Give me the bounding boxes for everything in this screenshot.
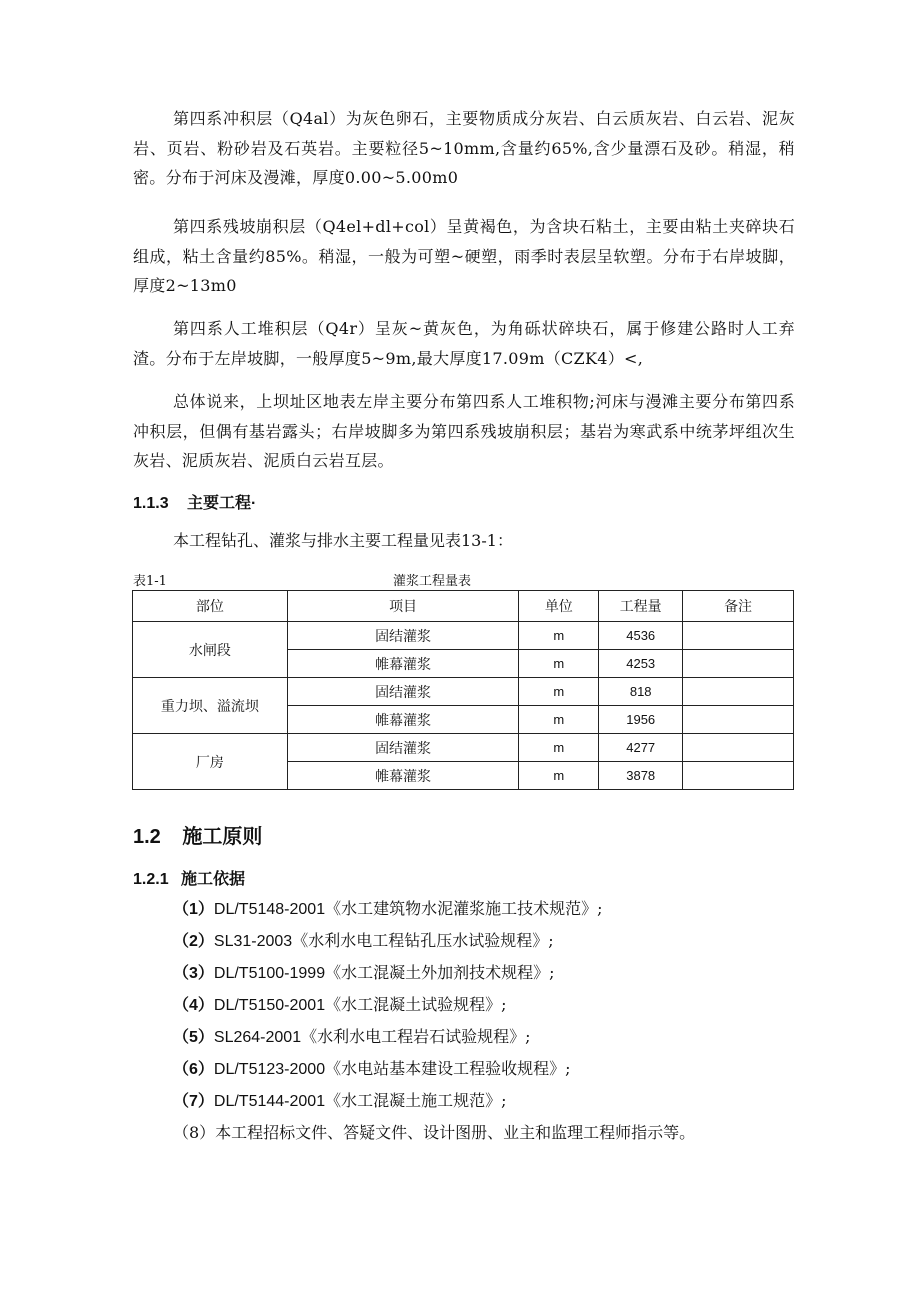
list-item <box>173 1085 695 1117</box>
reference-code: SL264-2001 <box>213 1029 302 1046</box>
unit-cell: m <box>519 706 599 734</box>
part-cell: 重力坝、溢流坝 <box>133 678 288 734</box>
reference-number: （7） <box>173 1093 214 1110</box>
reference-title: 《水利水电工程钻孔压水试验规程》; <box>292 931 554 950</box>
header-part: 部位 <box>133 591 288 622</box>
section-title: 施工原则 <box>182 826 263 848</box>
grouting-quantity-table <box>132 590 794 790</box>
reference-number: （4） <box>173 997 214 1014</box>
reference-number: （1） <box>173 901 214 918</box>
list-item <box>173 1021 695 1053</box>
list-item <box>173 989 695 1021</box>
table-header-row <box>133 591 794 622</box>
list-item <box>173 893 695 925</box>
unit-cell: m <box>519 734 599 762</box>
quantity-cell: 3878 <box>599 762 683 790</box>
paragraph-alluvium: 第四系冲积层（Q4al）为灰色卵石，主要物质成分灰岩、白云质灰岩、白云岩、泥灰岩、页岩、粉砂岩及石英岩。主要粒径5~10mm,含量约65%,含少量漂石及砂。稍湿，稍密。分布于河床及漫滩，厚度0.00~5.00m0 <box>133 109 795 187</box>
note-cell <box>683 734 794 762</box>
section-heading-1-2-1 <box>133 866 245 889</box>
list-item <box>173 925 695 957</box>
table-row <box>133 678 794 706</box>
reference-title: 《水工建筑物水泥灌浆施工技术规范》; <box>325 899 603 918</box>
section-heading-1-1-3 <box>133 490 256 513</box>
reference-number: （2） <box>173 933 214 950</box>
reference-title: 《水工混凝土外加剂技术规程》; <box>325 963 555 982</box>
reference-code: DL/T5148-2001 <box>213 901 326 918</box>
reference-list <box>173 893 695 1149</box>
item-cell: 帷幕灌浆 <box>287 706 519 734</box>
header-note: 备注 <box>683 591 794 622</box>
table-row <box>133 734 794 762</box>
paragraph-fill: 第四系人工堆积层（Q4r）呈灰~黄灰色，为角砾状碎块石，属于修建公路时人工弃渣。分布于左岸坡脚，一般厚度5~9m,最大厚度17.09m（CZK4）<, <box>133 319 795 368</box>
section-heading-1-2 <box>133 820 262 849</box>
reference-title: 《水电站基本建设工程验收规程》; <box>325 1059 571 1078</box>
section-number: 1.2 <box>133 826 161 848</box>
note-cell <box>683 678 794 706</box>
reference-code: DL/T5123-2000 <box>213 1061 326 1078</box>
section-title: 主要工程· <box>187 495 257 512</box>
note-cell <box>683 650 794 678</box>
section-number: 1.2.1 <box>133 871 169 888</box>
unit-cell: m <box>519 678 599 706</box>
header-quantity: 工程量 <box>599 591 683 622</box>
quantity-cell: 4536 <box>599 622 683 650</box>
quantity-cell: 818 <box>599 678 683 706</box>
reference-code: SL31-2003 <box>213 933 293 950</box>
reference-number: （3） <box>173 965 214 982</box>
table-row <box>133 622 794 650</box>
list-item <box>173 957 695 989</box>
section-number: 1.1.3 <box>133 495 169 512</box>
reference-number: （5） <box>173 1029 214 1046</box>
part-cell: 水闸段 <box>133 622 288 678</box>
item-cell: 固结灌浆 <box>287 678 519 706</box>
part-cell: 厂房 <box>133 734 288 790</box>
table-label: 表1-1 <box>133 574 167 589</box>
list-item <box>173 1053 695 1085</box>
table-intro: 本工程钻孔、灌浆与排水主要工程量见表13-1： <box>173 531 513 550</box>
item-cell: 帷幕灌浆 <box>287 762 519 790</box>
paragraph-summary: 总体说来，上坝址区地表左岸主要分布第四系人工堆积物;河床与漫滩主要分布第四系冲积层，但偶有基岩露头；右岸坡脚多为第四系残坡崩积层；基岩为寒武系中统茅坪组次生灰岩、泥质灰岩、泥质白云岩互层。 <box>133 392 795 470</box>
reference-code: DL/T5144-2001 <box>213 1093 326 1110</box>
reference-title: 《水利水电工程岩石试验规程》; <box>301 1027 531 1046</box>
quantity-cell: 1956 <box>599 706 683 734</box>
reference-code: DL/T5100-1999 <box>213 965 326 982</box>
section-title: 施工依据 <box>181 871 246 888</box>
note-cell <box>683 622 794 650</box>
item-cell: 帷幕灌浆 <box>287 650 519 678</box>
reference-title: 《水工混凝土施工规范》; <box>325 1091 507 1110</box>
note-cell <box>683 762 794 790</box>
paragraph-colluvium: 第四系残坡崩积层（Q4el+dl+col）呈黄褐色，为含块石粘土，主要由粘土夹碎块石组成，粘土含量约85%。稍湿，一般为可塑~硬塑，雨季时表层呈软塑。分布于右岸坡脚，厚度2~13m0 <box>133 217 795 295</box>
quantity-cell: 4253 <box>599 650 683 678</box>
quantity-cell: 4277 <box>599 734 683 762</box>
note-cell <box>683 706 794 734</box>
header-unit: 单位 <box>519 591 599 622</box>
item-cell: 固结灌浆 <box>287 734 519 762</box>
table-title: 灌浆工程量表 <box>393 574 472 589</box>
reference-title: 《水工混凝土试验规程》; <box>325 995 507 1014</box>
reference-number: （6） <box>173 1061 214 1078</box>
item-cell: 固结灌浆 <box>287 622 519 650</box>
reference-code: DL/T5150-2001 <box>213 997 326 1014</box>
unit-cell: m <box>519 650 599 678</box>
unit-cell: m <box>519 762 599 790</box>
list-item: （8）本工程招标文件、答疑文件、设计图册、业主和监理工程师指示等。 <box>173 1123 696 1142</box>
header-item: 项目 <box>287 591 519 622</box>
unit-cell: m <box>519 622 599 650</box>
